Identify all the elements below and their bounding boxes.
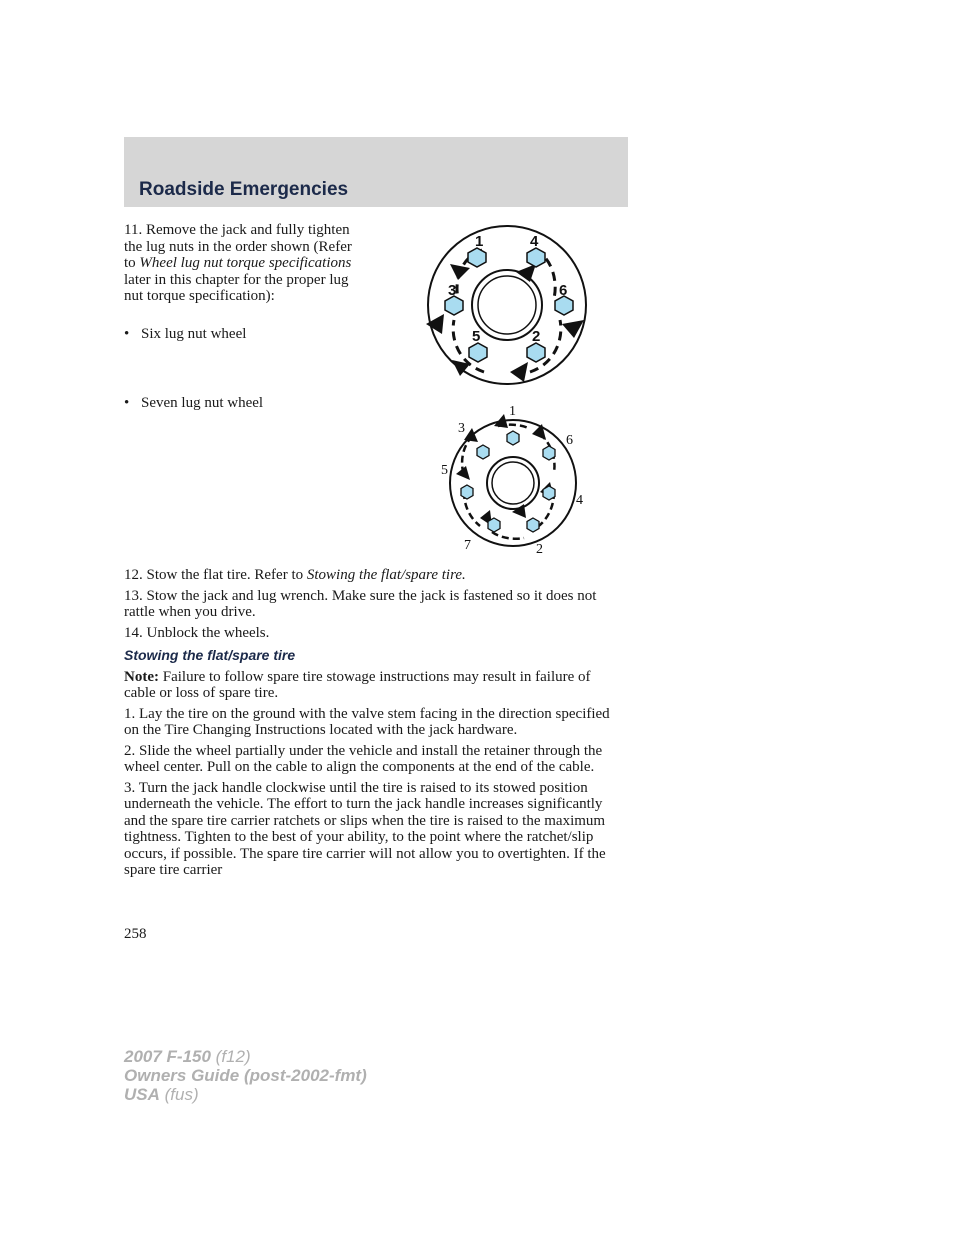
lug-number: 1 [509, 404, 516, 419]
step-13: 13. Stow the jack and lug wrench. Make sure the jack is fastened so it does not rattle when you drive. [124, 587, 597, 620]
lug-nut [488, 518, 500, 532]
bullet-dot: • [124, 395, 130, 411]
lug-number: 3 [458, 421, 465, 436]
footer-line-3 [124, 1085, 367, 1104]
stow-step-1: 1. Lay the tire on the ground with the valve stem facing in the direction specified on the Tire Changing Instructions located with the jack hardware. [124, 705, 610, 738]
subsection-heading: Stowing the flat/spare tire [124, 647, 296, 663]
document-footer [124, 1047, 367, 1104]
lug-number: 4 [530, 233, 539, 250]
lug-nut [527, 518, 539, 532]
lug-number: 2 [532, 328, 541, 345]
bullet-seven-lug [124, 395, 263, 412]
footer-model: 2007 F-150 [124, 1047, 211, 1066]
lug-nut [469, 343, 487, 362]
lug-nut [461, 485, 473, 499]
lug-number: 2 [536, 542, 543, 557]
lug-nut [543, 486, 555, 500]
bullet-seven-label: Seven lug nut wheel [141, 395, 264, 411]
step-11-intro: 11. Remove the jack and fully tighten the lug nuts in the order shown (Refer to [124, 222, 352, 271]
lug-number: 5 [472, 328, 481, 345]
lug-number: 6 [566, 433, 573, 448]
lug-number: 3 [448, 282, 457, 299]
lug-number: 6 [559, 282, 568, 299]
section-title: Roadside Emergencies [139, 179, 349, 200]
stow-step-2: 2. Slide the wheel partially under the vehicle and install the retainer through the wheel center. Pull on the cable to align the components at the end of the cable. [124, 742, 603, 775]
step-11-paragraph [124, 222, 364, 305]
page-number: 258 [124, 926, 147, 942]
step-12 [124, 567, 624, 584]
lug-number: 7 [464, 538, 471, 553]
footer-region: USA [124, 1085, 160, 1104]
stow-step-3: 3. Turn the jack handle clockwise until the tire is raised to its stowed position underneath the vehicle. The effort to turn the jack handle increases significantly and the spare tire carrier ratchets or slips when the tire is raised to the maximum tightness. Tighten to the best of your ability, to the point where the ratchet/slip occurs, if possible. The spare tire carrier will not allow you to overtighten. If the spare tire carrier [124, 779, 606, 878]
note-text: Failure to follow spare tire stowage instructions may result in failure of cable or loss of spare tire. [124, 668, 591, 701]
lug-nut [527, 343, 545, 362]
bullet-six-label: Six lug nut wheel [141, 326, 247, 342]
step-12-text: 12. Stow the flat tire. Refer to [124, 567, 307, 583]
lug-number: 4 [576, 493, 583, 508]
footer-model-code: (f12) [210, 1047, 251, 1066]
seven-lug-wheel-diagram [436, 400, 588, 560]
footer-line-1 [124, 1047, 367, 1066]
bullet-dot: • [124, 326, 130, 342]
instructions-body [124, 567, 624, 883]
bullet-six-lug [124, 326, 246, 343]
lug-nut [468, 248, 486, 267]
step-11-reference: Wheel lug nut torque specifications [139, 255, 352, 271]
lug-nut [477, 445, 489, 459]
step-14: 14. Unblock the wheels. [124, 624, 270, 641]
lug-number: 5 [441, 463, 448, 478]
lug-number: 1 [475, 233, 484, 250]
lug-nut [507, 431, 519, 445]
six-lug-wheel-diagram [424, 224, 589, 386]
footer-line-2 [124, 1066, 367, 1085]
section-header-band [124, 137, 628, 207]
lug-nut [543, 446, 555, 460]
note-paragraph [124, 669, 624, 702]
step-12-reference: Stowing the flat/spare tire. [306, 567, 466, 583]
lug-nut [527, 248, 545, 267]
footer-guide: Owners Guide (post-2002-fmt) [124, 1066, 367, 1085]
footer-region-code: (fus) [159, 1085, 199, 1104]
step-11-outro: later in this chapter for the proper lug nut torque specification): [124, 271, 349, 304]
note-label: Note: [124, 668, 159, 685]
